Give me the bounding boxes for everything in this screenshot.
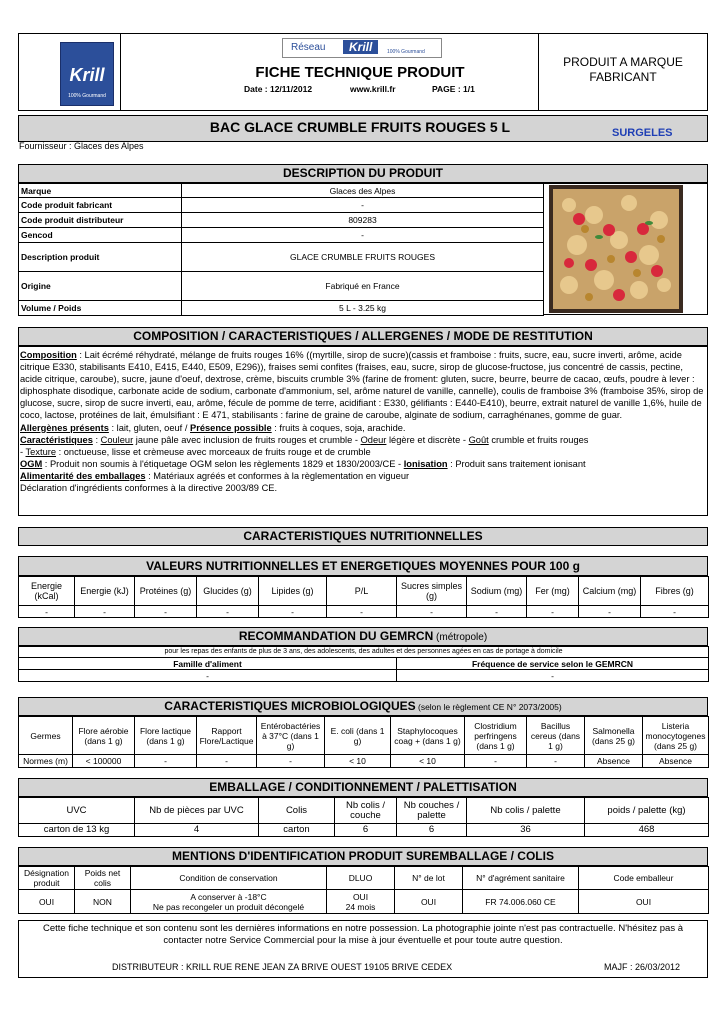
header-logo-divider <box>120 33 121 111</box>
header-right-divider <box>538 33 539 111</box>
reseau-tagline: 100% Gourmand <box>387 49 425 55</box>
nutrition-title: CARACTERISTIQUES NUTRITIONNELLES <box>243 529 483 543</box>
micro-value: Normes (m) <box>19 755 73 768</box>
nutrition-subtitle: VALEURS NUTRITIONNELLES ET ENERGETIQUES MOYENNES POUR 100 g <box>146 559 580 573</box>
mentions-value: A conserver à -18°C Ne pas recongeler un produit décongelé <box>131 890 327 914</box>
ogm-line <box>20 458 706 470</box>
desc-value: GLACE CRUMBLE FRUITS ROUGES <box>182 243 544 272</box>
colour-text: jaune pâle avec inclusion de fruits rouges et crumble - <box>133 434 361 445</box>
micro-header: E. coli (dans 1 g) <box>325 717 391 755</box>
possible-label: Présence possible <box>190 422 272 433</box>
micro-header: Flore aérobie (dans 1 g) <box>73 717 135 755</box>
packaging-header: Nb couches / palette <box>397 798 467 824</box>
krill-logo-wordmark: Krill <box>69 65 105 85</box>
packaging-value: 468 <box>585 824 709 837</box>
desc-value: - <box>182 198 544 213</box>
nutrition-value-row <box>19 606 709 618</box>
reseau-label: Réseau <box>291 42 326 53</box>
footer-update: MAJF : 26/03/2012 <box>604 962 681 972</box>
texture-prefix: - <box>20 446 26 457</box>
packaging-header: UVC <box>19 798 135 824</box>
micro-value: < 100000 <box>73 755 135 768</box>
description-title-bar <box>18 164 708 183</box>
nutrition-value: - <box>135 606 197 618</box>
desc-label: Origine <box>19 272 182 301</box>
gemrcn-frequency-value: - <box>397 670 709 682</box>
micro-value: Absence <box>585 755 643 768</box>
nutrition-subtitle-bar <box>18 556 708 576</box>
desc-label: Volume / Poids <box>19 301 182 316</box>
desc-value: - <box>182 228 544 243</box>
nutrition-header: P/L <box>327 577 397 606</box>
micro-title-line <box>19 698 707 716</box>
micro-title-bar <box>18 697 708 716</box>
nutrition-header: Glucides (g) <box>197 577 259 606</box>
characteristics-label: Caractéristiques <box>20 434 93 445</box>
nutrition-header: Fibres (g) <box>641 577 709 606</box>
ogm-text: : Produit non soumis à l'étiquetage OGM selon les règlements 1829 et 1830/2003/CE - <box>42 458 404 469</box>
micro-header: Germes <box>19 717 73 755</box>
micro-header: Staphylocoques coag + (dans 1 g) <box>391 717 465 755</box>
micro-value: Absence <box>643 755 709 768</box>
packaging-value: 4 <box>135 824 259 837</box>
packaging-header-row <box>19 798 709 824</box>
composition-title: COMPOSITION / CARACTERISTIQUES / ALLERGENES / MODE DE RESTITUTION <box>133 329 593 343</box>
packaging-header: poids / palette (kg) <box>585 798 709 824</box>
micro-title: CARACTERISTIQUES MICROBIOLOGIQUES <box>164 699 416 713</box>
micro-header: Listeria monocytogenes (dans 25 g) <box>643 717 709 755</box>
mentions-value: FR 74.006.060 CE <box>463 890 579 914</box>
nutrition-header: Sodium (mg) <box>467 577 527 606</box>
nutrition-header: Sucres simples (g) <box>397 577 467 606</box>
packaging-header: Nb de pièces par UVC <box>135 798 259 824</box>
description-title: DESCRIPTION DU PRODUIT <box>282 166 443 180</box>
reseau-brand: Krill <box>343 40 378 54</box>
packaging-label: Alimentarité des emballages <box>20 470 146 481</box>
packaging-table <box>18 797 709 837</box>
nutrition-title-bar <box>18 527 708 546</box>
mentions-header: N° de lot <box>395 867 463 890</box>
nutrition-value: - <box>397 606 467 618</box>
nutrition-value: - <box>75 606 135 618</box>
gemrcn-title-line <box>19 628 707 646</box>
mentions-header: DLUO <box>327 867 395 890</box>
micro-header: Rapport Flore/Lactique <box>197 717 257 755</box>
micro-header: Clostridium perfringens (dans 1 g) <box>465 717 527 755</box>
gemrcn-title-suffix: (métropole) <box>433 632 488 643</box>
micro-title-suffix: (selon le règlement CE N° 2073/2005) <box>415 702 562 712</box>
micro-value: - <box>257 755 325 768</box>
product-name: BAC GLACE CRUMBLE FRUITS ROUGES 5 L <box>209 119 511 135</box>
micro-value: - <box>527 755 585 768</box>
ionisation-label: Ionisation <box>403 458 448 469</box>
gemrcn-col-frequency: Fréquence de service selon le GEMRCN <box>397 658 709 670</box>
micro-header: Salmonella (dans 25 g) <box>585 717 643 755</box>
taste-text: crumble et fruits rouges <box>488 434 589 445</box>
mentions-header: N° d'agrément sanitaire <box>463 867 579 890</box>
gemrcn-note: pour les repas des enfants de plus de 3 ans, des adolescents, des adultes et des personnes agées en cas de portage à domicile <box>19 647 709 658</box>
krill-logo <box>60 42 114 106</box>
odour-text: légère et discrète - <box>386 434 469 445</box>
composition-paragraph <box>20 349 706 422</box>
desc-value: Fabriqué en France <box>182 272 544 301</box>
composition-body <box>18 346 708 516</box>
nutrition-value: - <box>641 606 709 618</box>
desc-label: Description produit <box>19 243 182 272</box>
mentions-value-row <box>19 890 709 914</box>
mentions-title-bar <box>18 847 708 866</box>
micro-value: - <box>135 755 197 768</box>
characteristics-line <box>20 434 706 446</box>
micro-header: Flore lactique (dans 1 g) <box>135 717 197 755</box>
gemrcn-table <box>18 646 709 682</box>
desc-value: 5 L - 3.25 kg <box>182 301 544 316</box>
texture-line <box>20 446 706 458</box>
packaging-line <box>20 470 706 482</box>
gemrcn-title-bar <box>18 627 708 646</box>
packaging-value: carton <box>259 824 335 837</box>
packaging-value: 6 <box>397 824 467 837</box>
taste-label: Goût <box>468 434 489 445</box>
packaging-value: carton de 13 kg <box>19 824 135 837</box>
nutrition-header: Energie (kJ) <box>75 577 135 606</box>
packaging-header: Nb colis / palette <box>467 798 585 824</box>
composition-title-bar <box>18 327 708 346</box>
mentions-header: Poids net colis <box>75 867 131 890</box>
product-type-label: PRODUIT A MARQUE FABRICANT <box>563 55 683 84</box>
desc-value: 809283 <box>182 213 544 228</box>
footer-distributor: DISTRIBUTEUR : KRILL RUE RENE JEAN ZA BRIVE OUEST 19105 BRIVE CEDEX <box>112 962 453 972</box>
nutrition-table <box>18 576 709 618</box>
gemrcn-col-family: Famille d'aliment <box>19 658 397 670</box>
document-website[interactable]: www.krill.fr <box>350 84 396 94</box>
gemrcn-family-value: - <box>19 670 397 682</box>
packaging-text: : Matériaux agréés et conformes à la règlementation en vigueur <box>145 470 410 481</box>
packaging-header: Colis <box>259 798 335 824</box>
nutrition-header: Calcium (mg) <box>579 577 641 606</box>
packaging-value-row <box>19 824 709 837</box>
allergens-text: : lait, gluten, oeuf / <box>108 422 191 433</box>
declaration-line: Déclaration d'ingrédients conformes à la directive 2003/89 CE. <box>20 483 278 494</box>
desc-label: Gencod <box>19 228 182 243</box>
document-date: Date : 12/11/2012 <box>244 84 313 94</box>
packaging-header: Nb colis / couche <box>335 798 397 824</box>
micro-value: < 10 <box>325 755 391 768</box>
micro-header: Entérobactéries à 37°C (dans 1 g) <box>257 717 325 755</box>
composition-text: : Lait écrémé réhydraté, mélange de fruits rouges 16% ((myrtille, sirop de sucre)(cassis et framboise : fruits, sucre, eau, sucre inverti, arôme, acide citrique E330, stabilisants E410, E415, E440, E509, E296)), fraises semi confites (fraises, eau, sucre, sirop de glucose-fructose, jus concentré de cassis, pectine, acide citrique, caroube), sucre, jaune d'oeuf, dextrose, crème, biscuits crumble 3% (farine de froment: gluten, sucre, beurre, beurre de cacao, œufs, poudre à lever : diphosphate disodique, carbonate acide de sodium, carbonate d'ammonium, sel, arôme naturel de vanille, cannelle), coulis de framboise 3% (framboise 35%, sirop de glucose, sucre, sirop de sucre inverti, eau, arôme, fécule de pomme de terre, acidifiant : E330, gélifiants : E440-E410), beurre, extrait naturel de vanille 1,6%, huile de coco, lactose, protéines de lait, émulsifiant : E 471, stabilisants : farine de graine de caroube, alginate de sodium, carraghénanes, gomme de guar. <box>20 350 704 421</box>
nutrition-value: - <box>579 606 641 618</box>
nutrition-value: - <box>197 606 259 618</box>
krill-logo-tagline: 100% Gourmand <box>68 93 106 99</box>
texture-text: : onctueuse, lisse et crèmeuse avec morceaux de fruits rouge et de crumble <box>56 446 371 457</box>
nutrition-value: - <box>327 606 397 618</box>
mentions-value: NON <box>75 890 131 914</box>
mentions-table <box>18 866 709 914</box>
document-title: FICHE TECHNIQUE PRODUIT <box>255 64 465 81</box>
product-category: SURGELES <box>612 127 673 139</box>
footer-disclaimer: Cette fiche technique et son contenu sont les dernières informations en notre possession. La photographie jointe n'est pas contractuelle. N'hésitez pas à contacter notre Service Commercial pour la mise à jour éventuelle et pour toute autre question. <box>43 923 683 946</box>
mentions-value: OUI <box>395 890 463 914</box>
description-table <box>18 183 544 316</box>
nutrition-value: - <box>527 606 579 618</box>
packaging-title: EMBALLAGE / CONDITIONNEMENT / PALETTISATION <box>209 780 517 794</box>
product-photo <box>549 185 683 313</box>
mentions-header: Code emballeur <box>579 867 709 890</box>
nutrition-header: Lipides (g) <box>259 577 327 606</box>
reseau-krill-banner <box>282 38 442 58</box>
nutrition-value: - <box>467 606 527 618</box>
nutrition-header: Protéines (g) <box>135 577 197 606</box>
micro-value: - <box>465 755 527 768</box>
composition-label: Composition <box>20 350 77 360</box>
micro-value: < 10 <box>391 755 465 768</box>
gemrcn-title: RECOMMANDATION DU GEMRCN <box>238 629 434 643</box>
mentions-header-row <box>19 867 709 890</box>
micro-table <box>18 716 709 768</box>
desc-value: Glaces des Alpes <box>182 184 544 198</box>
ionisation-text: : Produit sans traitement ionisant <box>447 458 586 469</box>
packaging-value: 36 <box>467 824 585 837</box>
possible-text: : fruits à coques, soja, arachide. <box>271 422 406 433</box>
allergens-label: Allergènes présents <box>20 422 109 433</box>
mentions-value: OUI <box>579 890 709 914</box>
nutrition-header: Energie (kCal) <box>19 577 75 606</box>
mentions-title: MENTIONS D'IDENTIFICATION PRODUIT SUREMBALLAGE / COLIS <box>172 849 554 863</box>
document-page: PAGE : 1/1 <box>432 84 475 94</box>
supplier-line: Fournisseur : Glaces des Alpes <box>19 141 144 151</box>
desc-label: Marque <box>19 184 182 198</box>
mentions-header: Désignation produit <box>19 867 75 890</box>
mentions-header: Condition de conservation <box>131 867 327 890</box>
nutrition-value: - <box>259 606 327 618</box>
desc-label: Code produit fabricant <box>19 198 182 213</box>
mentions-value: OUI <box>19 890 75 914</box>
micro-value: - <box>197 755 257 768</box>
desc-label: Code produit distributeur <box>19 213 182 228</box>
nutrition-value: - <box>19 606 75 618</box>
colour-label: Couleur <box>100 434 134 445</box>
micro-value-row <box>19 755 709 768</box>
allergens-line <box>20 422 706 434</box>
ogm-label: OGM <box>20 458 43 469</box>
texture-label: Texture <box>25 446 57 457</box>
packaging-value: 6 <box>335 824 397 837</box>
nutrition-header-row <box>19 577 709 606</box>
odour-label: Odeur <box>360 434 387 445</box>
nutrition-header: Fer (mg) <box>527 577 579 606</box>
micro-header-row <box>19 717 709 755</box>
characteristics-sep: : <box>92 434 101 445</box>
micro-header: Bacillus cereus (dans 1 g) <box>527 717 585 755</box>
packaging-title-bar <box>18 778 708 797</box>
mentions-value: OUI 24 mois <box>327 890 395 914</box>
